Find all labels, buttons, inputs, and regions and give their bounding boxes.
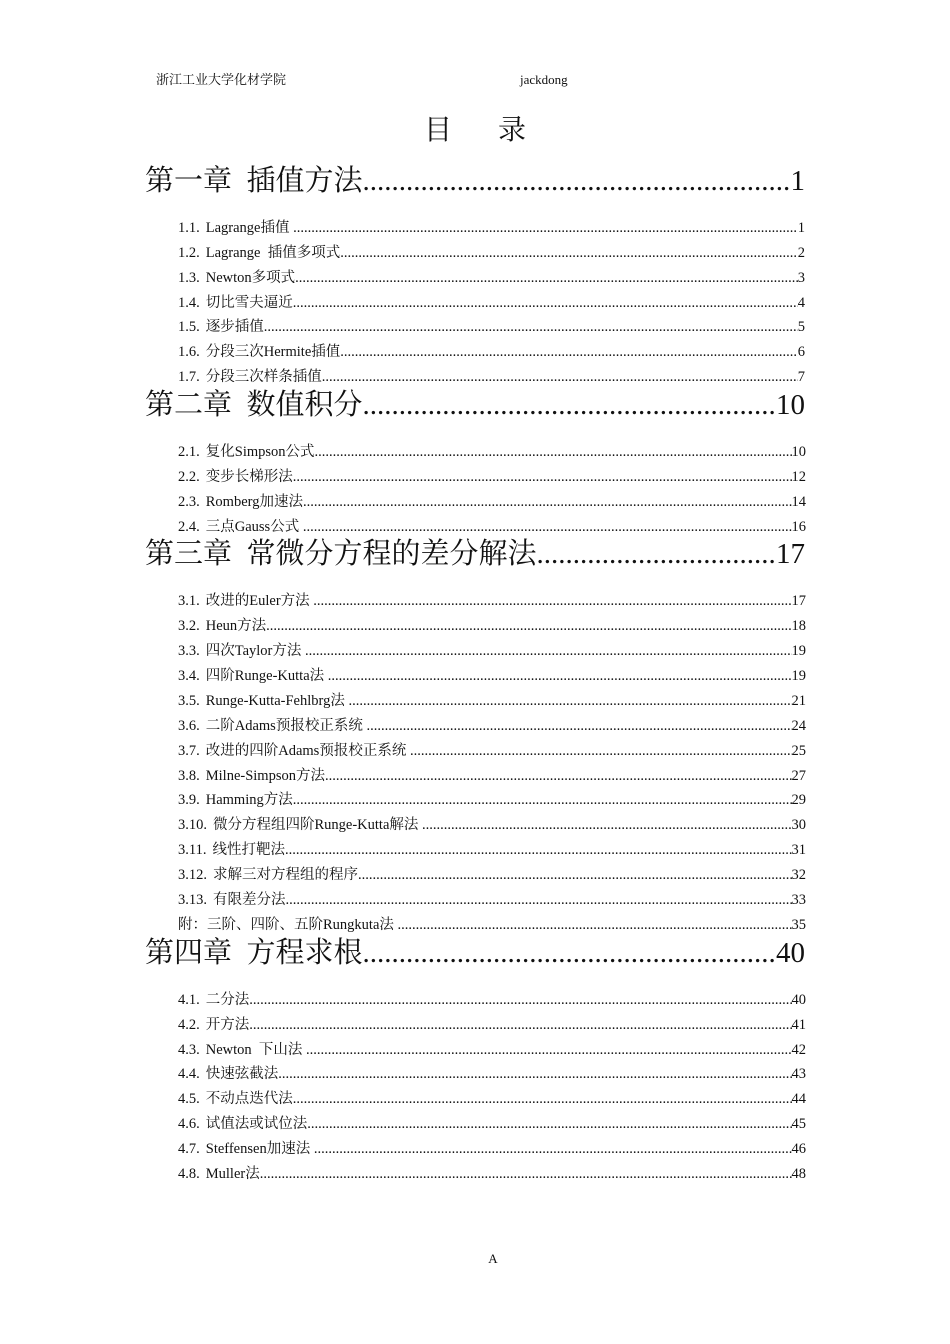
entry-label: 有限差分法 [213,892,286,908]
entry-page-number: 35 [791,917,806,933]
toc-entry[interactable] [178,1064,806,1084]
entry-label: Lagrange插值 [205,220,294,236]
dot-leader [264,317,798,337]
toc-entry[interactable] [178,716,806,736]
dot-leader [293,293,798,313]
toc-entry[interactable] [178,442,806,462]
entry-page-number: 16 [791,519,806,535]
toc-entry[interactable] [178,517,806,537]
entry-label: 分段三次Hermite插值 [205,344,341,360]
entry-label: Newton 下山法 [205,1042,307,1058]
chapter-title: 第一章 插值方法 [145,165,363,197]
dot-leader [260,1164,792,1184]
entry-label: 线性打靶法 [212,842,285,858]
entry-number: 3.11. [178,842,207,858]
entry-number: 3.2. [178,618,200,634]
entry-label: 逐步插值 [205,319,264,335]
entry-label: 微分方程组四阶Runge-Kutta解法 [213,817,423,833]
entry-label: 四阶Runge-Kutta法 [205,668,328,684]
entry-number: 3.10. [178,817,207,833]
dot-leader [293,790,792,810]
toc-entry[interactable] [178,1015,806,1035]
toc-entry[interactable] [178,616,806,636]
entry-number: 2.2. [178,469,200,485]
toc-entry[interactable] [178,342,805,362]
dot-leader [366,716,791,736]
header-author: jackdong [520,72,568,87]
toc-entry[interactable] [178,467,806,487]
toc-entry[interactable] [178,865,806,885]
entry-label: 附：三阶、四阶、五阶Rungkuta法 [178,917,398,933]
entry-page-number: 5 [797,319,805,335]
entry-label: 求解三对方程组的程序 [213,867,358,883]
entry-label: Lagrange 插值多项式 [205,245,341,261]
entry-label: 开方法 [205,1017,250,1033]
toc-entry[interactable] [178,243,805,263]
toc-entry[interactable] [178,691,806,711]
dot-leader [422,815,791,835]
entry-label: 二阶Adams预报校正系统 [205,718,367,734]
toc-entry[interactable] [178,293,805,313]
entry-label: Heun方法 [205,618,267,634]
entry-label: 分段三次样条插值 [205,369,322,385]
entry-label: 快速弦截法 [205,1066,279,1082]
entry-number: 3.6. [178,718,200,734]
entry-number: 3.9. [178,792,200,808]
dot-leader [537,536,776,572]
dot-leader [305,641,791,661]
entry-number: 2.1. [178,444,200,460]
entry-number: 3.13. [178,892,207,908]
dot-leader [293,1089,792,1109]
toc-entry[interactable] [178,268,805,288]
dot-leader [358,865,792,885]
entry-number: 3.4. [178,668,200,684]
toc-entry[interactable] [178,1139,806,1159]
chapter-page-number: 17 [776,538,805,570]
toc-entry[interactable] [178,218,805,238]
entry-page-number: 3 [797,270,805,286]
entry-page-number: 4 [797,295,805,311]
dot-leader [293,467,792,487]
toc-entry[interactable] [178,741,806,761]
dot-leader [303,517,792,537]
toc-entry[interactable] [178,1089,806,1109]
entry-number: 1.2. [178,245,200,261]
toc-entry[interactable] [178,990,806,1010]
entry-page-number: 30 [791,817,806,833]
entry-page-number: 33 [791,892,806,908]
entry-label: 试值法或试位法 [205,1116,308,1132]
entry-label: Milne-Simpson方法 [205,768,325,784]
entry-page-number: 45 [791,1116,806,1132]
toc-entry[interactable] [178,1164,806,1184]
dot-leader [314,1139,792,1159]
dot-leader [303,492,792,512]
toc-chapter-2[interactable] [145,387,805,423]
entry-label: 切比雪夫逼近 [205,295,293,311]
toc-entry[interactable] [178,890,806,910]
dot-leader [266,616,791,636]
toc-entry[interactable] [178,840,806,860]
toc-chapter-3[interactable] [145,536,805,572]
toc-entry[interactable] [178,815,806,835]
toc-entry[interactable] [178,591,806,611]
entry-page-number: 7 [797,369,805,385]
dot-leader [363,935,776,971]
entry-page-number: 25 [791,743,806,759]
entry-number: 3.12. [178,867,207,883]
dot-leader [340,342,797,362]
entry-label: Steffensen加速法 [205,1141,314,1157]
dot-leader [286,890,792,910]
toc-entry[interactable] [178,1114,806,1134]
entry-page-number: 19 [791,668,806,684]
entry-page-number: 48 [791,1166,806,1182]
entry-number: 2.4. [178,519,200,535]
dot-leader [293,218,798,238]
dot-leader [363,163,791,199]
dot-leader [340,243,798,263]
entry-number: 1.5. [178,319,200,335]
dot-leader [398,915,792,935]
entry-number: 3.1. [178,593,200,609]
chapter-page-number: 40 [776,937,805,969]
toc-title: 目录 [423,115,572,146]
entry-page-number: 32 [791,867,806,883]
entry-label: 改进的四阶Adams预报校正系统 [205,743,410,759]
entry-page-number: 46 [791,1141,806,1157]
dot-leader [322,367,798,387]
entry-number: 3.3. [178,643,200,659]
chapter-title: 第四章 方程求根 [145,937,363,969]
toc-chapter-1[interactable] [145,163,805,199]
entry-page-number: 1 [797,220,805,236]
entry-label: Hamming方法 [205,792,293,808]
toc-chapter-4[interactable] [145,935,805,971]
chapter-title: 第三章 常微分方程的差分解法 [145,538,537,570]
dot-leader [306,1040,791,1060]
entry-number: 4.6. [178,1116,200,1132]
entry-label: 复化Simpson公式 [205,444,315,460]
entry-number: 4.1. [178,992,200,1008]
dot-leader [325,766,792,786]
header-institution: 浙江工业大学化材学院 [156,72,287,87]
entry-page-number: 6 [797,344,805,360]
chapter-page-number: 10 [776,389,805,421]
entry-label: 不动点迭代法 [205,1091,293,1107]
entry-page-number: 24 [791,718,806,734]
dot-leader [249,1015,791,1035]
entry-page-number: 42 [791,1042,806,1058]
entry-label: 变步长梯形法 [205,469,293,485]
entry-page-number: 21 [791,693,806,709]
dot-leader [328,666,792,686]
toc-entry[interactable] [178,766,806,786]
entry-number: 3.7. [178,743,200,759]
entry-label: Muller法 [205,1166,260,1182]
entry-page-number: 14 [791,494,806,510]
entry-page-number: 40 [791,992,806,1008]
entry-number: 1.6. [178,344,200,360]
dot-leader [249,990,791,1010]
page-footer-label: A [488,1251,498,1266]
dot-leader [295,268,798,288]
entry-page-number: 27 [791,768,806,784]
entry-number: 1.4. [178,295,200,311]
dot-leader [285,840,792,860]
entry-page-number: 2 [797,245,805,261]
toc-entry[interactable] [178,666,806,686]
entry-page-number: 31 [791,842,806,858]
entry-label: Romberg加速法 [205,494,303,510]
entry-label: 二分法 [205,992,250,1008]
toc-entry-appendix[interactable] [178,915,806,935]
dot-leader [315,442,792,462]
entry-number: 4.5. [178,1091,200,1107]
toc-entry[interactable] [178,790,806,810]
entry-page-number: 19 [791,643,806,659]
entry-label: 改进的Euler方法 [205,593,314,609]
entry-page-number: 10 [791,444,806,460]
entry-page-number: 17 [791,593,806,609]
entry-number: 2.3. [178,494,200,510]
toc-entry[interactable] [178,641,806,661]
dot-leader [307,1114,791,1134]
dot-leader [348,691,791,711]
entry-label: Runge-Kutta-Fehlbrg法 [205,693,349,709]
chapter-page-number: 1 [790,165,805,197]
entry-page-number: 43 [791,1066,806,1082]
entry-label: Newton多项式 [205,270,296,286]
entry-number: 4.3. [178,1042,200,1058]
entry-label: 三点Gauss公式 [205,519,303,535]
entry-page-number: 12 [791,469,806,485]
entry-number: 4.8. [178,1166,200,1182]
toc-entry[interactable] [178,367,805,387]
entry-number: 4.2. [178,1017,200,1033]
entry-number: 3.8. [178,768,200,784]
entry-number: 3.5. [178,693,200,709]
dot-leader [410,741,792,761]
dot-leader [363,387,776,423]
entry-page-number: 44 [791,1091,806,1107]
dot-leader [278,1064,791,1084]
dot-leader [313,591,791,611]
entry-label: 四次Taylor方法 [205,643,306,659]
entry-page-number: 41 [791,1017,806,1033]
toc-entry[interactable] [178,317,805,337]
entry-number: 4.7. [178,1141,200,1157]
entry-number: 1.7. [178,369,200,385]
entry-number: 4.4. [178,1066,200,1082]
entry-number: 1.1. [178,220,200,236]
chapter-title: 第二章 数值积分 [145,389,363,421]
entry-number: 1.3. [178,270,200,286]
toc-entry[interactable] [178,492,806,512]
toc-entry[interactable] [178,1040,806,1060]
entry-page-number: 18 [791,618,806,634]
entry-page-number: 29 [791,792,806,808]
